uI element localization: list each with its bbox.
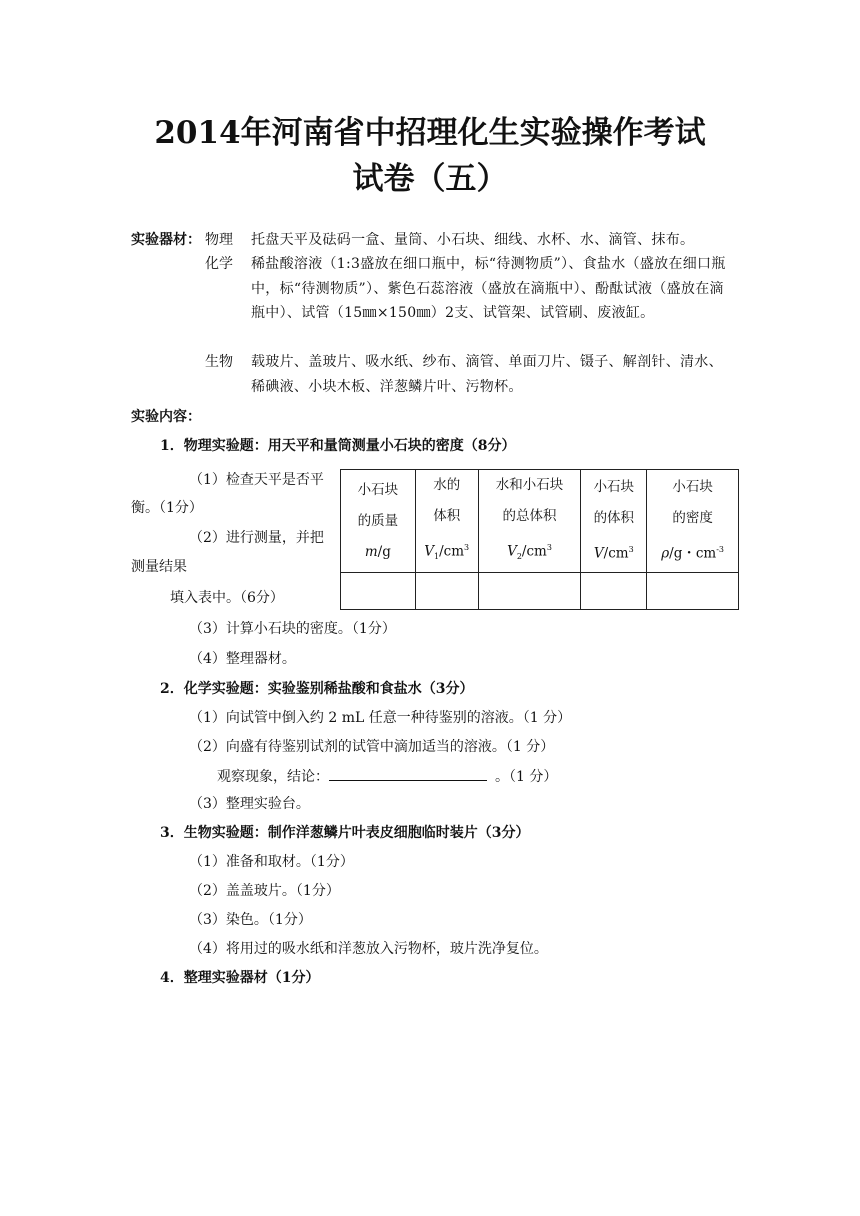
- q2-observation: [217, 766, 557, 787]
- q1-step3: （3）计算小石块的密度。（1分）: [189, 621, 396, 637]
- header-stone-density: 小石块 的密度 ρ/g・$cm^{-3}$: [647, 470, 739, 573]
- q1-step1-line1: （1）检查天平是否平: [189, 472, 324, 488]
- q3-step3: （3）染色。（1分）: [189, 912, 312, 928]
- q1-step2-line1: （2）进行测量，并把: [189, 530, 324, 546]
- q2-step2: （2）向盛有待鉴别试剂的试管中滴加适当的溶液。（1 分）: [189, 739, 555, 755]
- header-stone-mass: 小石块 的质量 m/g: [341, 470, 416, 573]
- physics-materials: 托盘天平及砝码一盒、量筒、小石块、细线、水杯、水、滴管、抹布。: [251, 232, 695, 248]
- q1-title: 1．物理实验题：用天平和量筒测量小石块的密度（8分）: [160, 438, 516, 454]
- chemistry-materials: 稀盐酸溶液（1:3盛放在细口瓶中，标“待测物质”）、食盐水（盛放在细口瓶中，标“待测物质”）、紫色石蕊溶液（盛放在滴瓶中）、酚酞试液（盛放在滴瓶中）、试管（15㎜×150㎜）2支、试管架、试管刷、废液缸。: [251, 256, 726, 322]
- cell-stone-volume[interactable]: [581, 573, 647, 610]
- cell-water-volume[interactable]: [415, 573, 478, 610]
- header-water-volume: 水的 体积 $V_1/cm^3$: [415, 470, 478, 573]
- physics-label: 物理: [205, 232, 233, 248]
- conclusion-blank[interactable]: [329, 766, 487, 781]
- q1-step2-line3: 填入表中。（6分）: [170, 590, 284, 606]
- chemistry-label: 化学: [205, 256, 233, 272]
- measurement-table: [340, 469, 739, 610]
- header-stone-volume: 小石块 的体积 $V/cm^3$: [581, 470, 647, 573]
- q2-step1: （1）向试管中倒入约 2 mL 任意一种待鉴别的溶液。（1 分）: [189, 710, 572, 726]
- q2-step3: （3）整理实验台。: [189, 796, 310, 812]
- q1-step1-line2: 衡。（1分）: [131, 500, 203, 516]
- q4-title: 4．整理实验器材（1分）: [160, 970, 320, 986]
- biology-label: 生物: [205, 354, 233, 370]
- q3-step4: （4）将用过的吸水纸和洋葱放入污物杯，玻片洗净复位。: [189, 941, 548, 957]
- q1-step4: （4）整理器材。: [189, 651, 296, 667]
- q2-title: 2．化学实验题：实验鉴别稀盐酸和食盐水（3分）: [160, 681, 474, 697]
- observation-suffix: 。（1 分）: [495, 769, 558, 785]
- page-title: 2014年河南省中招理化生实验操作考试: [154, 115, 706, 151]
- observation-prefix: 观察现象，结论：: [217, 769, 329, 785]
- q1-step2-line2: 测量结果: [131, 559, 187, 575]
- cell-stone-mass[interactable]: [341, 573, 416, 610]
- materials-heading: 实验器材：: [131, 232, 201, 248]
- content-heading: 实验内容：: [131, 409, 201, 425]
- page-subtitle: 试卷（五）: [352, 161, 508, 197]
- q3-title: 3．生物实验题：制作洋葱鳞片叶表皮细胞临时装片（3分）: [160, 825, 530, 841]
- biology-materials: 载玻片、盖玻片、吸水纸、纱布、滴管、单面刀片、镊子、解剖针、清水、稀碘液、小块木板、洋葱鳞片叶、污物杯。: [251, 354, 723, 395]
- cell-total-volume[interactable]: [478, 573, 581, 610]
- header-total-volume: 水和小石块 的总体积 $V_2/cm^3$: [478, 470, 581, 573]
- q3-step2: （2）盖盖玻片。（1分）: [189, 883, 340, 899]
- cell-stone-density[interactable]: [647, 573, 739, 610]
- q3-step1: （1）准备和取材。（1分）: [189, 854, 354, 870]
